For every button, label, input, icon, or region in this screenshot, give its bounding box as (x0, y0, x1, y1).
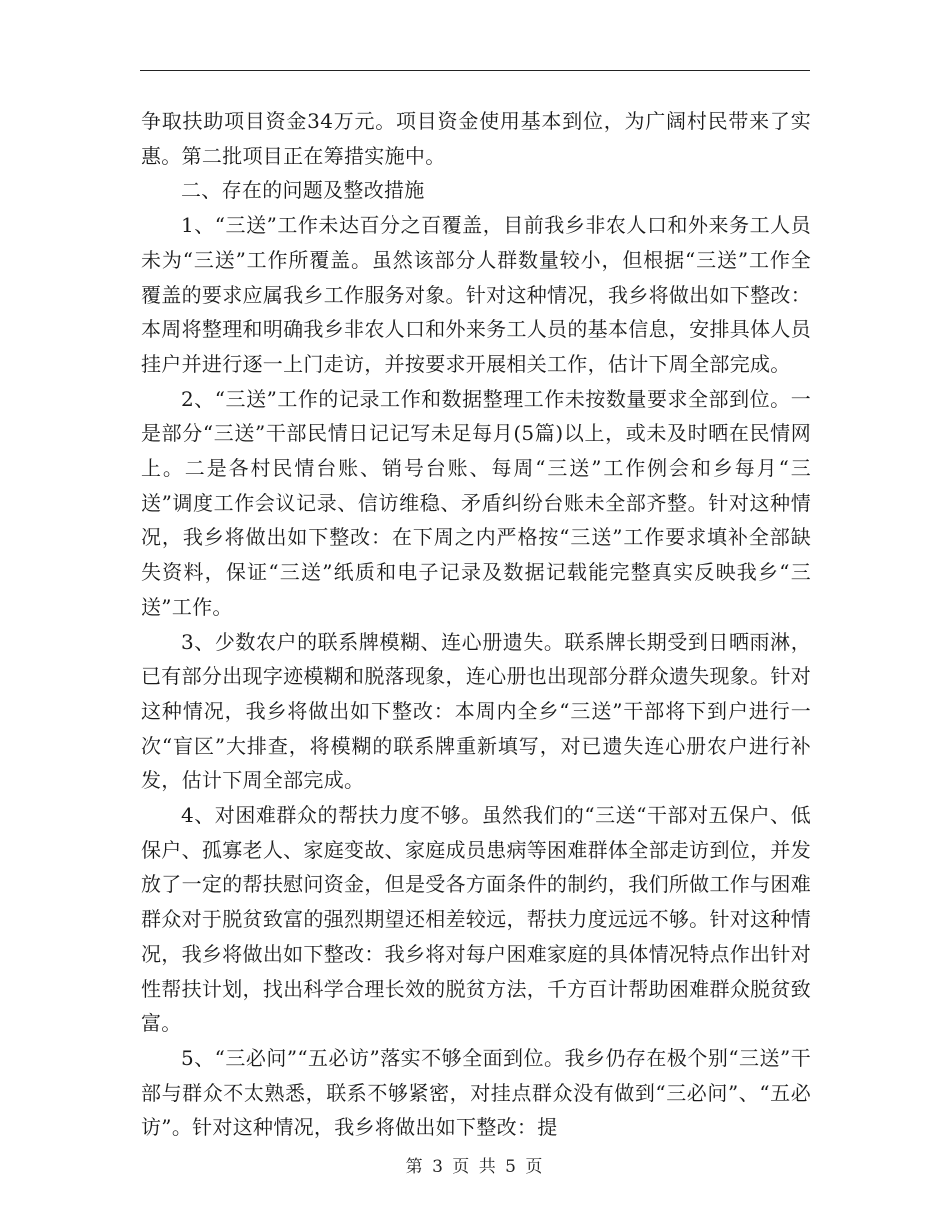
paragraph-item-5: 5、“三必问”“五必访”落实不够全面到位。我乡仍存在极个别“三送”干部与群众不太熟悉，联系不够紧密，对挂点群众没有做到“三必问”、“五必访”。针对这种情况，我乡将做出如下整改：提 (141, 1045, 811, 1140)
header-rule (140, 70, 810, 71)
paragraph-item-4: 4、对困难群众的帮扶力度不够。虽然我们的“三送“干部对五保户、低保户、孤寡老人、家庭变故、家庭成员患病等困难群体全部走访到位，并发放了一定的帮扶慰问资金，但是受各方面条件的制约，我们所做工作与困难群众对于脱贫致富的强烈期望还相差较远，帮扶力度远远不够。针对这种情况，我乡将做出如下整改：我乡将对每户困难家庭的具体情况特点作出针对性帮扶计划，找出科学合理长效的脱贫方法，千方百计帮助困难群众脱贫致富。 (141, 803, 811, 1036)
section-heading: 二、存在的问题及整改措施 (181, 178, 425, 203)
paragraph-item-3: 3、少数农户的联系牌模糊、连心册遗失。联系牌长期受到日晒雨淋，已有部分出现字迹模糊和脱落现象，连心册也出现部分群众遗失现象。针对这种情况，我乡将做出如下整改：本周内全乡“三送”干部将下到户进行一次“盲区”大排查，将模糊的联系牌重新填写，对已遗失连心册农户进行补发，估计下周全部完成。 (141, 629, 811, 793)
document-body (141, 104, 811, 1145)
page-number-footer: 第 3 页 共 5 页 (405, 1157, 545, 1177)
paragraph-item-2: 2、“三送”工作的记录工作和数据整理工作未按数量要求全部到位。一是部分“三送”干部民情日记记写未足每月(5篇)以上，或未及时晒在民情网上。二是各村民情台账、销号台账、每周“三送”工作例会和乡每月“三送”调度工作会议记录、信访维稳、矛盾纠纷台账未全部齐整。针对这种情况，我乡将做出如下整改：在下周之内严格按“三送”工作要求填补全部缺失资料，保证“三送”纸质和电子记录及数据记载能完整真实反映我乡“三送”工作。 (141, 386, 811, 619)
paragraph-item-1: 1、“三送”工作未达百分之百覆盖，目前我乡非农人口和外来务工人员未为“三送”工作所覆盖。虽然该部分人群数量较小，但根据“三送”工作全覆盖的要求应属我乡工作服务对象。针对这种情况，我乡将做出如下整改：本周将整理和明确我乡非农人口和外来务工人员的基本信息，安排具体人员挂户并进行逐一上门走访，并按要求开展相关工作，估计下周全部完成。 (141, 213, 811, 376)
paragraph-continuation: 争取扶助项目资金34万元。项目资金使用基本到位，为广阔村民带来了实惠。第二批项目正在筹措实施中。 (141, 109, 811, 168)
